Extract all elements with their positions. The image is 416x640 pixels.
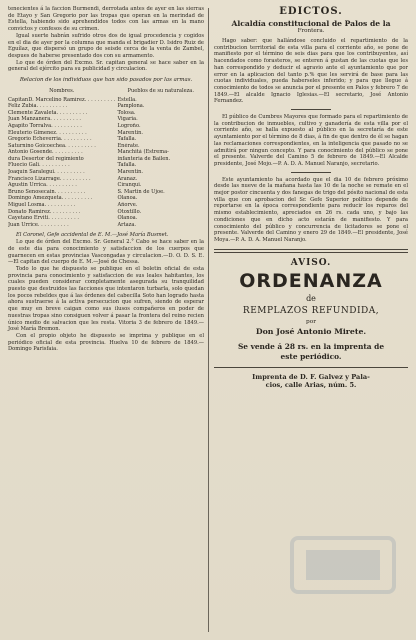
separator-rule: [291, 109, 331, 110]
table-row: Gregorio Echeverria. . . . Tafalla.: [8, 136, 204, 143]
table-row: dura Desertor del regimiento infanteria de Bailen.: [8, 155, 171, 162]
table-row: Fluecio Gali. . . . Tafalla.: [8, 162, 204, 169]
table-row: Francisco Lizarrage. . . . Aranaz.: [8, 176, 204, 183]
left-column: [8, 6, 204, 353]
right-column: [214, 6, 408, 389]
separator-rule: [214, 367, 408, 368]
news-paragraph: Todo lo que he dispuesto se publique en el boletin oficial de esta provincia para conocimiento y satisfaccion de sus leales habitantes, los cuales pueden considerar completamente asegurada su tranquilidad puesto que destruidos las facciones que intentaron turbarla, solo quedan los pocos rebeldes que á las órdenes del cabecilla Soto han logrado hasta ahora sustraerse á la activa persecucion que sufren, siendo de esperar que muy en breve caigan como sus ilusos compañeros en poder de nuestras tropas sino consiguen volver á pasar la frontera del reino recien único medio de salvacion que les resta. Vitoria 3 de febrero de 1849.—José María Bremon.: [8, 265, 204, 333]
alcaldia-subheading: Frontera.: [297, 28, 325, 34]
edict-paragraph: El público de Cumbres Mayores que formado para el repartimiento de la contribucion de inmuebles, cultivo y ganadería de esta villa por el corriente año, se halla expuesto al público en la secretaría de este ayuntamiento por el término de 8 dias, á fin de que dentro de él se hagan las reclamaciones correspondientes, en la inteligencia que pasado no se admitirá por ningun concepto. Y para conocimiento del público se pone el presente. Valverde del Camino 5 de febrero de 1849.—El Alcalde presidente, José Mojo.—P. A. D. A. Manuel Naranjo, secretario.: [214, 114, 408, 167]
table-row: Clemente Zavaleta. . . . Tolosa.: [8, 110, 204, 117]
signature-line: El Coronel, Gefe accidental de E. M.—José María Busmet.: [16, 232, 169, 239]
table-row: Cayetano Erviti. . . . Olanoa.: [8, 215, 204, 222]
ordenanza-por: por: [306, 318, 316, 325]
separator-rule: [291, 172, 331, 173]
remplazos-title: REMPLAZOS REFUNDIDA,: [242, 305, 380, 316]
ordenanza-de: de: [306, 293, 316, 303]
table-row: Domingo Amezqueta. . . . Olanoa.: [8, 195, 204, 202]
printer-imprint: Imprenta de D. F. Galvez y Pala-: [252, 372, 370, 381]
table-row: Agapito Torralva. . . . Logroño.: [8, 123, 204, 130]
news-paragraph: Con el propio objeto he dispuesto se imprima y publique en el periódico oficial de esta provincia. Huelva 10 de febrero de 1849.—Domingo Parisfaia.: [8, 332, 204, 353]
aviso-heading: AVISO.: [290, 257, 332, 268]
table-row: Eleuterio Gimenez. . . . Marentin.: [8, 130, 204, 137]
sale-line-2: este periódico.: [280, 351, 342, 361]
col-header-pueblos: Pueblos de su naturaleza.: [127, 87, 194, 94]
relacion-title: Relacion de los individuos que han sido pasados por las armas.: [19, 77, 193, 84]
watermark-seal-icon: [288, 530, 398, 600]
column-divider: [208, 8, 209, 632]
table-row: Miguel Losma. . . . Añorve.: [8, 202, 204, 209]
section-heading-edictos: EDICTOS.: [279, 6, 343, 17]
double-rule: [214, 249, 408, 253]
table-row: Antonio Gosende. . . . Manchitá (Estrema-: [8, 149, 204, 156]
ordenanza-author: Don José Antonio Mirete.: [255, 326, 367, 336]
table-row: CapitanD. Marcelino Ramírez. . . . Estella.: [8, 97, 204, 104]
table-row: Feliz Zubia. . . . Pamplona.: [8, 103, 204, 110]
table-row: Agustin Urrica. . . . Ciranqui.: [8, 182, 204, 189]
executed-list-table: [8, 88, 204, 228]
table-row: Saturnino Goicoechea. . . . Enérate.: [8, 143, 204, 150]
col-header-nombres: Nombres.: [49, 87, 75, 94]
table-row: Joaquin Saralegui. . . . Marentin.: [8, 169, 204, 176]
edict-paragraph: Hago saber: que hallándose concluido el repartimiento de la contribucion territorial de esta villa para el corriente año, se pone de manifiesto por el término de seis dias para que los contribuyentes, así hacendados como forasteros, se enteren á gustan de las cuotas que les han correspondido y deducir el agravio ante el ayuntamiento que por error en la aplicacion del tanto p.% que les servirá de base para las cuotas individuales, pueda haberseles inferido; y para que llegue á conocimiento de todos se anuncia por el presente en Palos y febrero 7 de 1849.—El alcalde Ignacio Iglesias.—El secretario, José Antonio Fernandez.: [214, 38, 408, 105]
news-paragraph: tenecientes á la faccion Burmendi, derrotada antes de ayer en las sierras de Etayo y San Gregorio por las tropas que operan en la merindad de Estella, habiendo sido aprehendidos todos con las armas en la mano convictos y confesos de su crimen.: [8, 6, 204, 33]
table-row: Juan Urrice. . . . Artaza.: [8, 222, 204, 229]
alcaldia-heading: Alcaldía constitucional de Palos de la: [231, 19, 391, 28]
edict-paragraph: Este ayuntamiento ha acordado que el dia 10 de febrero próximo desde las nueve de la mañana hasta las 10 de la noche se remate en el mejor postor cincuenta y dos fanegas de trigo del pósito nacional de esta villa que con aprobacion del Sr. Gefe Superior político depende de reportarse en la época correspondiente para reducir los reparos del mismo establecimiento, apreciados en 26 rs. cada uno, y bajo las condiciones que en dicho acto estarán de manifiesto. Y para conocimiento del público y concurrencia de licitadores se pone el presente. Valverde del Camino y enero 29 de 1849.—El presidente, José Moya.—P. A. D. A. Manuel Naranjo.: [214, 176, 408, 243]
table-row: Juan Manzanera. . . . Vigaria.: [8, 116, 204, 123]
table-row: Bruno Senosecain. . . . S. Martin de Ujoe.: [8, 189, 204, 196]
news-paragraph: Lo que de órden del Excmo. Sr. capitan general se hace saber en la general del ejército para su publicidad y circulacion.: [8, 59, 204, 73]
ordenanza-title: ORDENANZA: [239, 269, 383, 292]
table-row: Donato Ramirez. . . . Otoxtillo.: [8, 209, 204, 216]
printer-imprint-2: cios, calle Arias, núm. 5.: [265, 380, 357, 389]
news-paragraph: Igual suerte habrán sufrido otros dos de igual procedencia y cogidos en el dia de ayer por la columna que manda el brigadier D. Isidro Ruiz de Eguílaz, que dispersó un grupo de seisde cerca de la venta de Zambel, despues de haberse presentado dos con su armamento.: [8, 32, 204, 59]
sale-line: Se vende á 28 rs. en la imprenta de: [237, 341, 385, 351]
table-header-row: [8, 88, 204, 97]
news-paragraph: Lo que de órden del Excmo. Sr. General 2.° Cabo se hace saber en la de este dia para conocimiento y satisfaccion de los cuerpos que guarnecen en estas provincias Vascongadas y circulacion.—D. O. D. S. E.—El capitan del cuerpo de E. M.—José de Chessa.: [8, 239, 204, 266]
